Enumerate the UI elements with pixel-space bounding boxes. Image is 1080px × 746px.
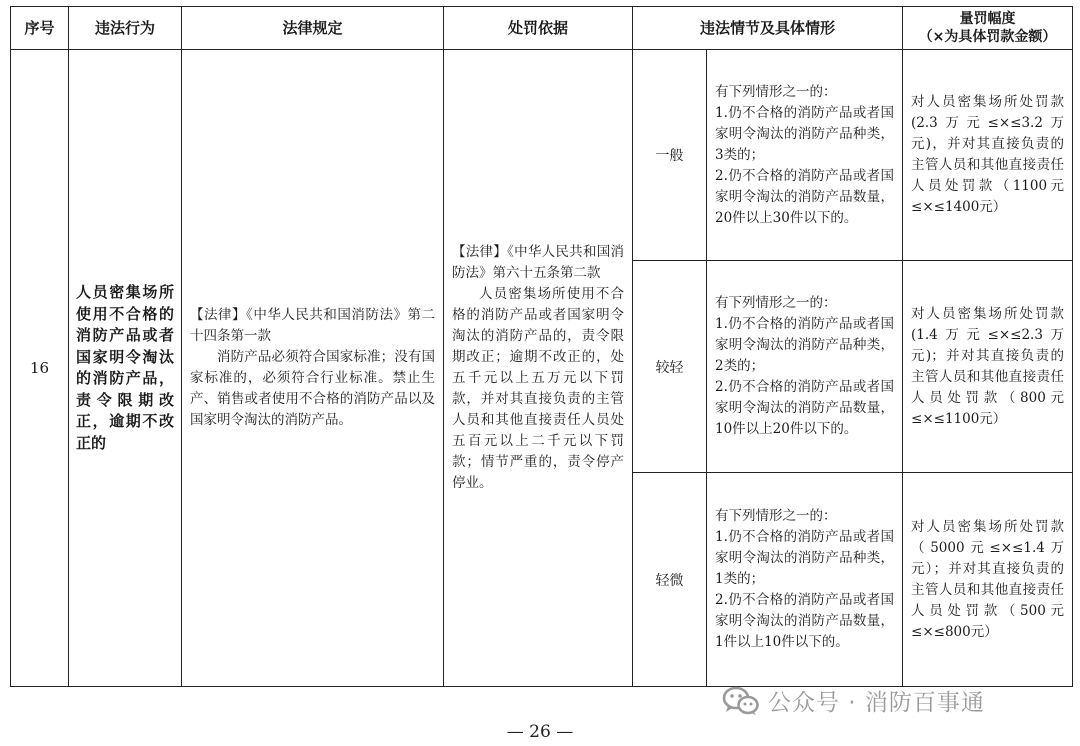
page-number: — 26 — [506,722,574,742]
level-slight: 轻微 [633,473,707,687]
level-general: 一般 [633,50,707,261]
circumstance-item-1: 1.仍不合格的消防产品或者国家明令淘汰的消防产品种类，2类的； [715,316,895,374]
row-penalty-basis [444,50,633,687]
header-circumstance: 违法情节及具体情形 [633,7,903,50]
circumstance-item-2: 2.仍不合格的消防产品或者国家明令淘汰的消防产品数量，10件以上20件以下的。 [715,379,895,437]
header-basis: 处罚依据 [444,7,633,50]
header-fine-subtitle: （×为具体罚款金额） [918,29,1057,45]
circumstance-general [707,50,903,261]
row-seq: 16 [11,50,69,687]
header-law: 法律规定 [182,7,444,50]
row-violation-act: 人员密集场所使用不合格的消防产品或者国家明令淘汰的消防产品，责令限期改正，逾期不改正的 [69,50,182,687]
watermark [722,684,985,717]
wechat-icon [722,686,760,716]
law-body: 消防产品必须符合国家标准；没有国家标准的，必须符合行业标准。禁止生产、销售或者使用不合格的消防产品以及国家明令淘汰的消防产品。 [190,349,435,428]
penalty-table [10,6,1073,687]
circumstance-lead: 有下列情形之一的： [715,295,837,311]
fine-general: 对人员密集场所处罚款(2.3万元≤×≤3.2万元)，并对其直接负责的主管人员和其他直接责任人员处罚款（1100元≤×≤1400元） [903,50,1073,261]
circumstance-item-2: 2.仍不合格的消防产品或者国家明令淘汰的消防产品数量，20件以上30件以下的。 [715,167,895,226]
circumstance-item-1: 1.仍不合格的消防产品或者国家明令淘汰的消防产品种类，1类的； [715,529,895,587]
circumstance-slight [707,473,903,687]
header-fine [903,7,1073,50]
basis-title: 【法律】《中华人民共和国消防法》第六十五条第二款 [452,244,624,281]
level-minor: 较轻 [633,261,707,473]
row-law-provision [182,50,444,687]
watermark-text: 公众号 · 消防百事通 [768,690,985,716]
circumstance-item-2: 2.仍不合格的消防产品或者国家明令淘汰的消防产品数量，1件以上10件以下的。 [715,592,895,650]
circumstance-lead: 有下列情形之一的： [715,83,837,100]
fine-minor: 对人员密集场所处罚款(1.4万元≤×≤2.3万元)；并对其直接负责的主管人员和其他直接责任人员处罚款（800元≤×≤1100元） [903,261,1073,473]
fine-slight: 对人员密集场所处罚款（5000元≤×≤1.4万元）；并对其直接负责的主管人员和其他直接责任人员处罚款（500元≤×≤800元） [903,473,1073,687]
circumstance-minor [707,261,903,473]
header-act: 违法行为 [69,7,182,50]
law-title: 【法律】《中华人民共和国消防法》第二十四条第一款 [190,307,435,344]
header-fine-title: 量罚幅度 [959,11,1016,27]
header-seq: 序号 [11,7,69,50]
table-header-row [11,7,1073,50]
table-row [11,50,1073,261]
circumstance-item-1: 1.仍不合格的消防产品或者国家明令淘汰的消防产品种类，3类的； [715,104,895,163]
circumstance-lead: 有下列情形之一的： [715,508,837,524]
basis-body: 人员密集场所使用不合格的消防产品或者国家明令淘汰的消防产品的，责令限期改正；逾期不改正的，处五千元以上五万元以下罚款，并对其直接负责的主管人员和其他直接责任人员处五百元以上二千元以下罚款；情节严重的，责令停产停业。 [452,286,624,491]
